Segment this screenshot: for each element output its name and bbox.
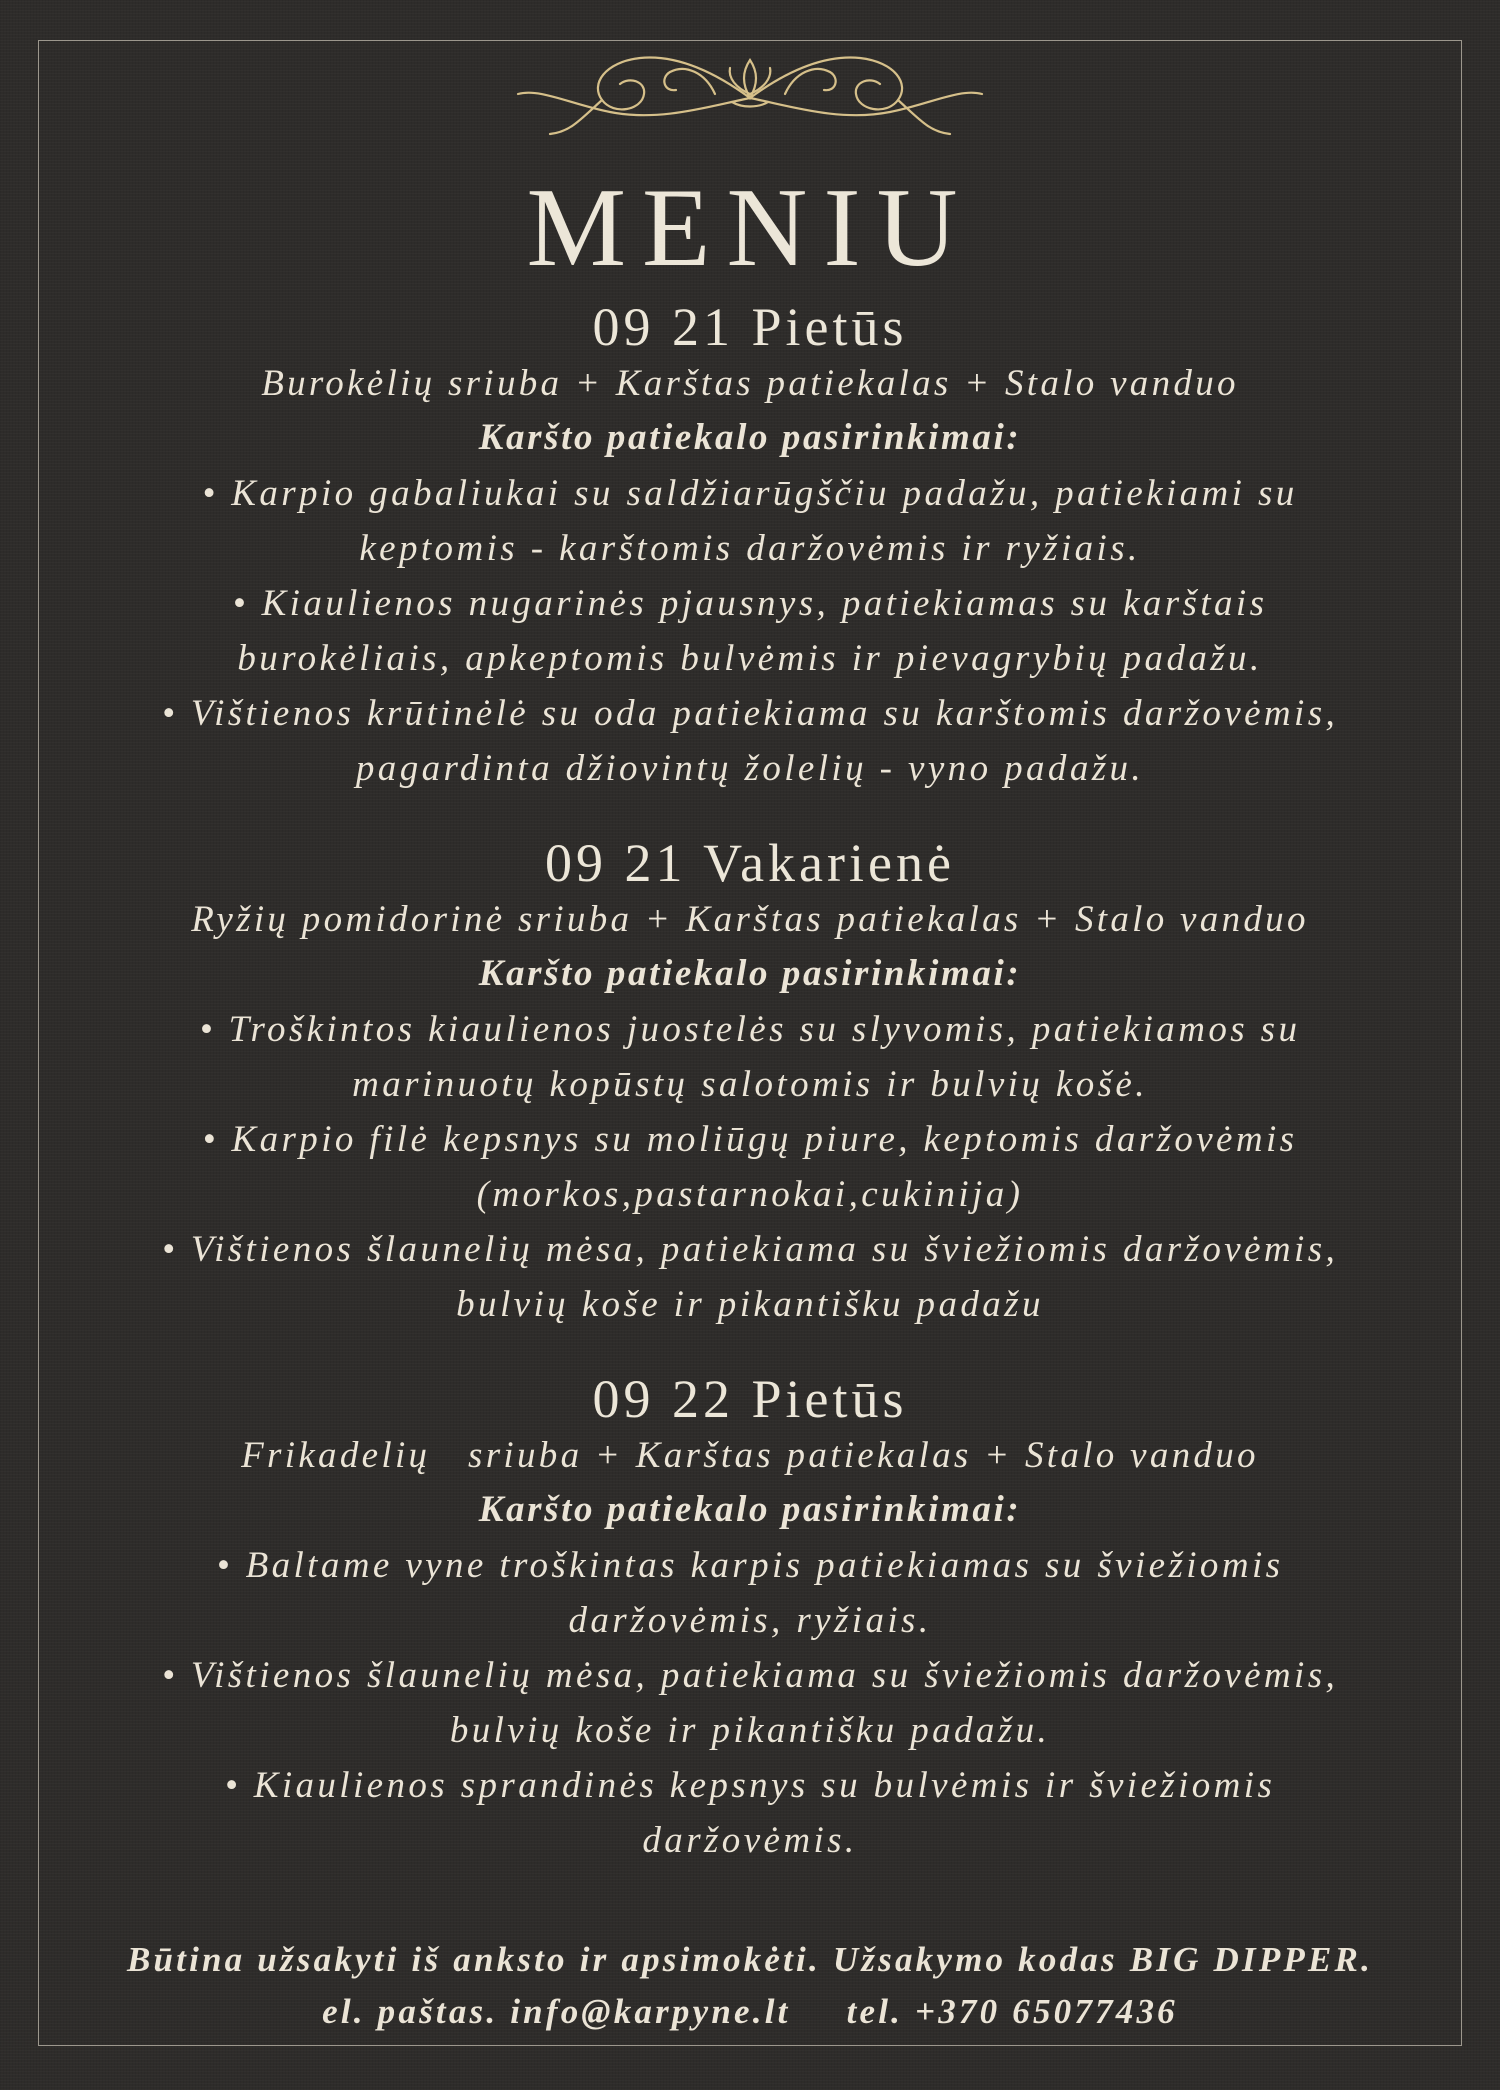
contact-line: [60, 1986, 1440, 2038]
section-heading: 09 22 Pietūs: [592, 1369, 908, 1429]
dish-item: • Karpio filė kepsnys su moliūgų piure, keptomis daržovėmis (morkos,pastarnokai,cukinija): [202, 1119, 1298, 1215]
dish-item: • Baltame vyne troškintas karpis patiekiamas su šviežiomis daržovėmis, ryžiais.: [216, 1545, 1284, 1641]
footer: [60, 1934, 1440, 2038]
section-intro: Ryžių pomidorinė sriuba + Karštas patiekalas + Stalo vanduo: [191, 899, 1309, 940]
email-contact[interactable]: el. paštas. info@karpyne.lt: [322, 1992, 791, 2031]
menu-section: [60, 832, 1440, 1332]
choices-label: Karšto patiekalo pasirinkimai:: [478, 1489, 1022, 1530]
order-notice: Būtina užsakyti iš anksto ir apsimokėti. Užsakymo kodas BIG DIPPER.: [126, 1940, 1374, 1979]
dish-item: • Kiaulienos nugarinės pjausnys, patiekiamas su karštais burokėliais, apkeptomis bulvėmis ir pievagrybių padažu.: [232, 583, 1268, 679]
dish-item: • Vištienos krūtinėlė su oda patiekiama su karštomis daržovėmis, pagardinta džiovintų žolelių - vyno padažu.: [161, 693, 1339, 789]
menu-title: MENIU: [526, 166, 974, 290]
menu-content: [60, 160, 1440, 2038]
flourish-ornament-icon: [510, 36, 990, 146]
dish-item: • Karpio gabaliukai su saldžiarūgščiu padažu, patiekiami su keptomis - karštomis daržovėmis ir ryžiais.: [202, 473, 1298, 569]
dish-item: • Kiaulienos sprandinės kepsnys su bulvėmis ir šviežiomis daržovėmis.: [224, 1765, 1276, 1861]
phone-contact[interactable]: tel. +370 65077436: [846, 1992, 1178, 2031]
section-intro: Frikadelių sriuba + Karštas patiekalas + Stalo vanduo: [241, 1435, 1259, 1476]
section-intro: Burokėlių sriuba + Karštas patiekalas + Stalo vanduo: [261, 363, 1239, 404]
menu-section: [60, 296, 1440, 796]
section-heading: 09 21 Pietūs: [592, 297, 908, 357]
choices-label: Karšto patiekalo pasirinkimai:: [478, 417, 1022, 458]
dish-item: • Troškintos kiaulienos juostelės su slyvomis, patiekiamos su marinuotų kopūstų salotomis ir bulvių košė.: [199, 1009, 1301, 1105]
section-heading: 09 21 Vakarienė: [545, 833, 955, 893]
choices-label: Karšto patiekalo pasirinkimai:: [478, 953, 1022, 994]
dish-item: • Vištienos šlaunelių mėsa, patiekiama su šviežiomis daržovėmis, bulvių koše ir pikantišku padažu: [161, 1229, 1339, 1325]
dish-item: • Vištienos šlaunelių mėsa, patiekiama su šviežiomis daržovėmis, bulvių koše ir pikantišku padažu.: [161, 1655, 1339, 1751]
menu-section: [60, 1368, 1440, 1868]
